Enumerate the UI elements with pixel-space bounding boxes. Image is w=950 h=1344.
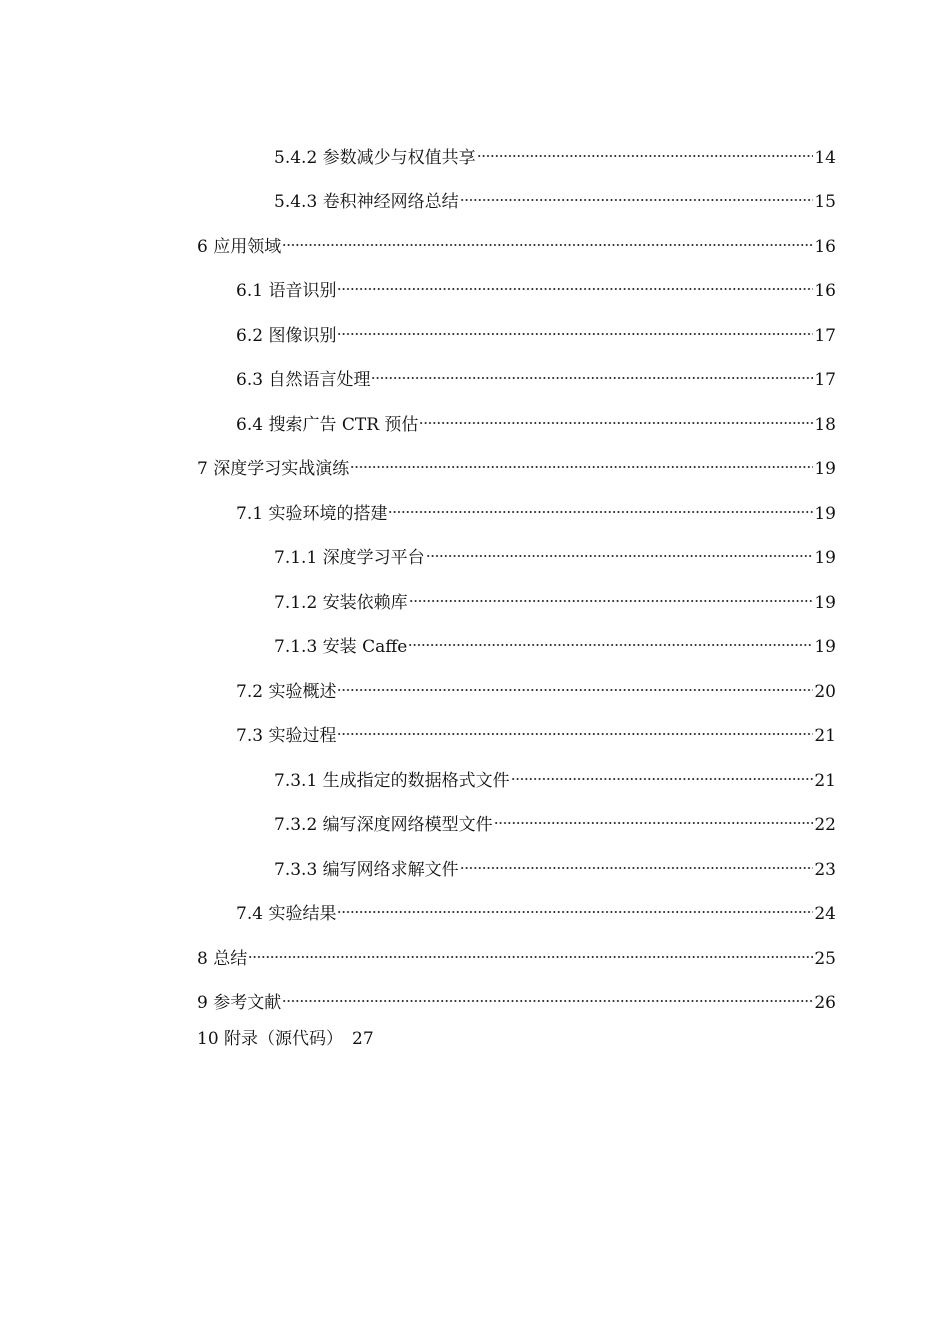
toc-entry-title: 5.4.2 参数减少与权值共享 bbox=[274, 148, 476, 168]
toc-entry-title: 7.1 实验环境的搭建 bbox=[236, 504, 388, 524]
dot-leader bbox=[337, 268, 813, 296]
toc-entry-title: 7 深度学习实战演练 bbox=[197, 459, 350, 479]
dot-leader bbox=[511, 758, 814, 786]
toc-entry-9[interactable] bbox=[197, 980, 836, 1013]
toc-entry-title: 6.2 图像识别 bbox=[236, 326, 337, 346]
dot-leader bbox=[248, 936, 813, 964]
toc-entry-page: 19 bbox=[814, 593, 836, 613]
toc-entry-title: 7.1.1 深度学习平台 bbox=[274, 548, 425, 568]
toc-entry-title: 8 总结 bbox=[197, 949, 248, 969]
toc-entry-title: 6 应用领域 bbox=[197, 237, 282, 257]
toc-entry-page: 21 bbox=[814, 771, 836, 791]
toc-entry-page: 24 bbox=[814, 904, 836, 924]
toc-entry-title: 6.1 语音识别 bbox=[236, 281, 337, 301]
toc-entry-page: 22 bbox=[814, 815, 836, 835]
dot-leader bbox=[337, 713, 813, 741]
toc-entry-7-1-2[interactable] bbox=[274, 580, 836, 613]
toc-entry-page: 16 bbox=[814, 281, 836, 301]
toc-entry-page: 25 bbox=[814, 949, 836, 969]
dot-leader bbox=[408, 624, 813, 652]
toc-entry-7-3[interactable] bbox=[236, 713, 836, 746]
toc-entry-6-1[interactable] bbox=[236, 268, 836, 301]
toc-entry-6-4[interactable] bbox=[236, 402, 836, 435]
toc-entry-title: 7.3.2 编写深度网络模型文件 bbox=[274, 815, 493, 835]
dot-leader bbox=[337, 891, 813, 919]
toc-entry-page: 19 bbox=[814, 504, 836, 524]
dot-leader bbox=[426, 535, 814, 563]
toc-entry-page: 19 bbox=[814, 459, 836, 479]
toc-entry-7-1-3[interactable] bbox=[274, 624, 836, 657]
dot-leader bbox=[419, 402, 813, 430]
toc-entry-title: 7.2 实验概述 bbox=[236, 682, 337, 702]
dot-leader bbox=[350, 446, 813, 474]
toc-entry-10[interactable] bbox=[197, 1025, 374, 1053]
dot-leader bbox=[477, 135, 814, 163]
toc-entry-title: 7.4 实验结果 bbox=[236, 904, 337, 924]
toc-entry-page: 16 bbox=[814, 237, 836, 257]
toc-entry-7-4[interactable] bbox=[236, 891, 836, 924]
dot-leader bbox=[282, 980, 813, 1008]
toc-entry-7-3-1[interactable] bbox=[274, 758, 836, 791]
toc-entry-page: 19 bbox=[814, 637, 836, 657]
toc-entry-7[interactable] bbox=[197, 446, 836, 479]
toc-entry-page: 26 bbox=[814, 993, 836, 1013]
toc-entry-page: 27 bbox=[352, 1029, 374, 1049]
toc-entry-6-2[interactable] bbox=[236, 313, 836, 346]
dot-leader bbox=[460, 847, 814, 875]
dot-leader bbox=[409, 580, 814, 608]
toc-entry-title: 7.1.2 安装依赖库 bbox=[274, 593, 408, 613]
dot-leader bbox=[337, 313, 813, 341]
toc-entry-7-3-3[interactable] bbox=[274, 847, 836, 880]
toc-entry-8[interactable] bbox=[197, 936, 836, 969]
toc-entry-page: 23 bbox=[814, 860, 836, 880]
toc-entry-title: 6.3 自然语言处理 bbox=[236, 370, 371, 390]
toc-entry-7-3-2[interactable] bbox=[274, 802, 836, 835]
toc-entry-7-2[interactable] bbox=[236, 669, 836, 702]
toc-entry-page: 18 bbox=[814, 415, 836, 435]
toc-entry-5-4-3[interactable] bbox=[274, 179, 836, 212]
toc-entry-6-3[interactable] bbox=[236, 357, 836, 390]
toc-entry-page: 15 bbox=[814, 192, 836, 212]
toc-entry-6[interactable] bbox=[197, 224, 836, 257]
toc-entry-title: 6.4 搜索广告 CTR 预估 bbox=[236, 415, 419, 435]
toc-entry-title: 10 附录（源代码） bbox=[197, 1029, 344, 1049]
toc-entry-title: 9 参考文献 bbox=[197, 993, 282, 1013]
toc-entry-page: 19 bbox=[814, 548, 836, 568]
toc-entry-page: 17 bbox=[814, 326, 836, 346]
toc-entry-title: 5.4.3 卷积神经网络总结 bbox=[274, 192, 459, 212]
toc-entry-5-4-2[interactable] bbox=[274, 135, 836, 168]
dot-leader bbox=[282, 224, 813, 252]
toc-entry-page: 21 bbox=[814, 726, 836, 746]
dot-leader bbox=[460, 179, 814, 207]
toc-entry-page: 14 bbox=[814, 148, 836, 168]
toc-entry-7-1[interactable] bbox=[236, 491, 836, 524]
toc-entry-title: 7.3.1 生成指定的数据格式文件 bbox=[274, 771, 510, 791]
dot-leader bbox=[388, 491, 813, 519]
toc-entry-title: 7.1.3 安装 Caffe bbox=[274, 637, 408, 657]
toc-entry-7-1-1[interactable] bbox=[274, 535, 836, 568]
toc-entry-page: 20 bbox=[814, 682, 836, 702]
toc-entry-title: 7.3 实验过程 bbox=[236, 726, 337, 746]
dot-leader bbox=[337, 669, 813, 697]
dot-leader bbox=[371, 357, 813, 385]
toc-entry-page: 17 bbox=[814, 370, 836, 390]
toc-entry-title: 7.3.3 编写网络求解文件 bbox=[274, 860, 459, 880]
dot-leader bbox=[494, 802, 814, 830]
